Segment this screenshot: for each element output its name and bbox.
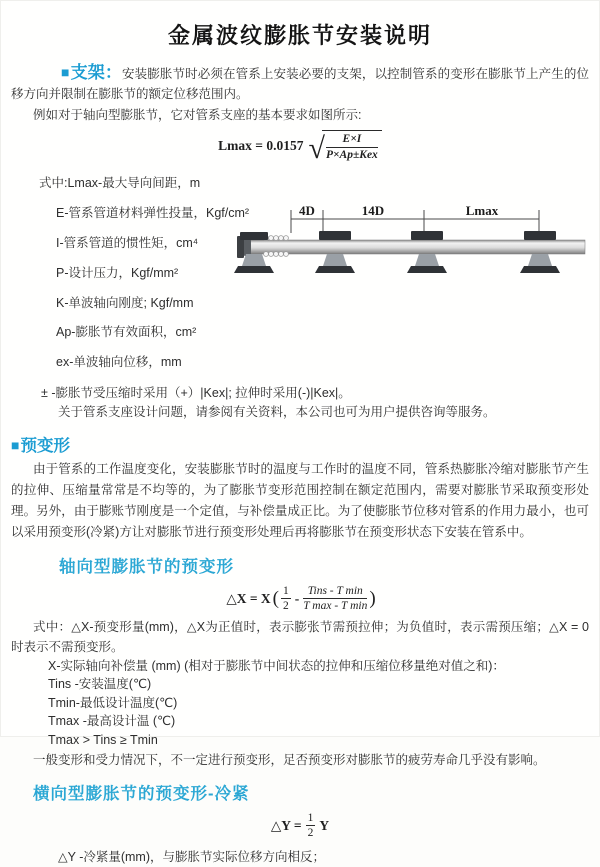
variable-line: Ap-膨胀节有效面积，cm² bbox=[56, 325, 197, 340]
formula-delta-x bbox=[11, 584, 589, 614]
bracket-example-line: 例如对于轴向型膨胀节，它对管系支座的基本要求如图所示: bbox=[33, 108, 362, 122]
formula-dx-lhs: △X = X bbox=[226, 590, 271, 606]
formula-delta-y bbox=[11, 811, 589, 841]
minus-sign: - bbox=[294, 590, 300, 606]
variable-line: 式中:Lmax-最大导向间距，m bbox=[39, 176, 201, 191]
open-paren: ( bbox=[272, 588, 279, 610]
variable-line: E-管系管道材料弹性投量，Kgf/cm² bbox=[56, 206, 250, 221]
dim-label-14d: 14D bbox=[361, 203, 385, 219]
plus-minus-note: ± -膨胀节受压缩时采用（+）|Kex|; 拉伸时采用(-)|Kex|。 bbox=[41, 385, 351, 400]
close-paren: ) bbox=[369, 588, 376, 610]
bracket-paragraph bbox=[11, 62, 589, 104]
axial-note: 式中：△X-预变形量(mm)，△X为正值时，表示膨张节需预拉伸；为负值时，表示需预压缩；△X = 0时表示不需预变形。 bbox=[11, 619, 589, 654]
fraction-one-half bbox=[281, 584, 291, 614]
bracket-heading bbox=[61, 63, 122, 82]
dim-label-lmax: Lmax bbox=[465, 203, 499, 219]
pipe-support-diagram bbox=[237, 202, 589, 299]
formula-dy-lhs: △Y = bbox=[270, 817, 302, 833]
formula-lmax bbox=[11, 130, 589, 163]
bracket-heading-label: 支架： bbox=[70, 63, 122, 82]
formula-lmax-radicand bbox=[322, 130, 382, 163]
pipe bbox=[243, 240, 585, 254]
variable-line: ex-单波轴向位移，mm bbox=[56, 355, 182, 370]
predeform-paragraph: 由于管系的工作温度变化，安装膨胀节时的温度与工作时的温度不同，管系热膨胀冷缩对膨胀节产生的拉伸、压缩量常常是不均等的，为了膨胀节变形范围控制在额定范围内，需要对膨胀节采取预变形处理。另外，由于膨账节刚度是一个定值，与补偿量成正比。为了使膨胀节位移对管系的作用力最小，也可以采用预变形(冷紧)方让对膨胀节进行预变形处理后再将膨胀节在预变形状态下安装在管系中。 bbox=[11, 461, 589, 539]
axial-note: Tmin-最低设计温度(℃) bbox=[48, 695, 178, 710]
variable-line: K-单波轴向刚度; Kgf/mm bbox=[56, 295, 194, 310]
axial-note: Tmax -最高设计温 (℃) bbox=[48, 714, 176, 729]
fraction-one-half bbox=[306, 811, 316, 841]
page-title: 金属波纹膨胀节安装说明 bbox=[167, 23, 432, 48]
variable-line: I-管系管道的惯性矩，cm⁴ bbox=[56, 235, 199, 250]
fraction-temperature bbox=[303, 584, 367, 614]
fraction-numerator: Tins - T min bbox=[303, 584, 367, 599]
axial-note: 一般变形和受力情况下，不一定进行预变形，足否预变形对膨胀节的疲劳寿命几乎没有影响。 bbox=[33, 752, 546, 767]
variables-and-diagram-zone bbox=[11, 175, 589, 422]
axial-note: Tmax > Tins ≥ Tmin bbox=[48, 733, 158, 748]
formula-lmax-denominator: P×Ap±Kex bbox=[325, 148, 378, 161]
fraction-denominator: 2 bbox=[282, 600, 289, 613]
fraction-numerator: 1 bbox=[306, 811, 316, 826]
variable-line: P-设计压力，Kgf/mm² bbox=[56, 265, 179, 280]
formula-dy-rhs: Y bbox=[319, 817, 330, 833]
predeform-heading-label: 预变形 bbox=[20, 436, 70, 455]
service-note: 关于管系支座设计问题，请参阅有关资料，本公司也可为用户提供咨询等服务。 bbox=[58, 404, 496, 419]
lateral-subheading: 横向型膨胀节的预变形-冷紧 bbox=[33, 784, 250, 803]
dim-label-4d: 4D bbox=[299, 203, 315, 219]
formula-lmax-numerator: E×I bbox=[326, 132, 378, 148]
section-bullet-icon: ■ bbox=[61, 64, 70, 80]
dimension-lines bbox=[291, 210, 539, 233]
fraction-numerator: 1 bbox=[281, 584, 291, 599]
axial-subheading: 轴向型膨胀节的预变形 bbox=[59, 557, 234, 576]
bracket-intro-text: 安装膨胀节时必须在管系上安装必要的支架，以控制管系的变形在膨胀节上产生的位移方向并限制在膨胀节的额定位移范围内。 bbox=[11, 67, 590, 101]
formula-lmax-lhs: Lmax = 0.0157 bbox=[218, 138, 304, 154]
fraction-denominator: T max - T min bbox=[303, 600, 368, 613]
axial-note: Tins -安装温度(℃) bbox=[48, 677, 152, 692]
section-bullet-icon: ■ bbox=[11, 436, 20, 453]
radical-sign-icon: √ bbox=[308, 131, 325, 165]
lateral-note: △Y -冷紧量(mm)，与膨胀节实际位移方向相反； bbox=[58, 850, 326, 865]
fraction-denominator: 2 bbox=[307, 827, 314, 840]
predeform-heading bbox=[11, 432, 589, 456]
axial-note: X-实际轴向补偿量 (mm) (相对于膨胀节中间状态的拉伸和压缩位移量绝对值之和)： bbox=[48, 658, 505, 673]
